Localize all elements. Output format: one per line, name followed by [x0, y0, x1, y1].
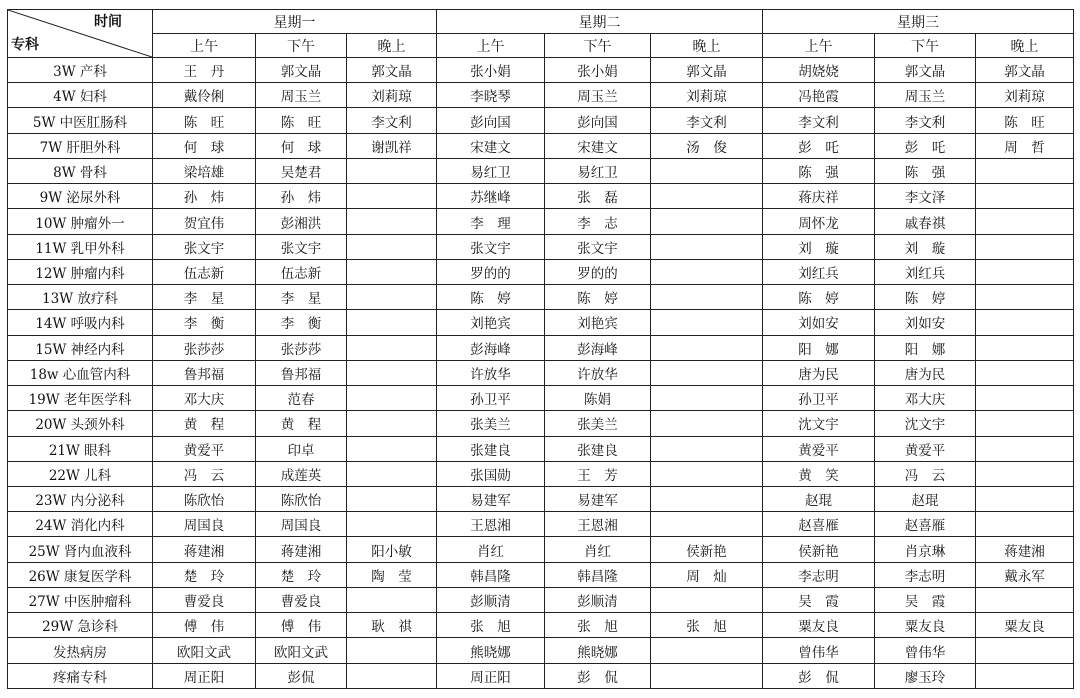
day-header-monday: 星期一	[153, 10, 437, 34]
doctor-cell	[347, 486, 437, 511]
doctor-cell: 蒋建湘	[153, 537, 256, 562]
doctor-cell	[976, 512, 1074, 537]
doctor-cell: 赵喜雁	[763, 512, 875, 537]
doctor-cell: 刘 璇	[875, 234, 976, 259]
doctor-cell: 张美兰	[437, 411, 545, 436]
doctor-cell: 罗的的	[545, 259, 651, 284]
doctor-cell: 王恩湘	[437, 512, 545, 537]
doctor-cell: 陈 婷	[545, 285, 651, 310]
doctor-cell: 王恩湘	[545, 512, 651, 537]
doctor-cell: 蒋建湘	[976, 537, 1074, 562]
doctor-cell: 陈 旺	[256, 108, 347, 133]
doctor-cell: 张建良	[545, 436, 651, 461]
doctor-cell: 粟友良	[976, 613, 1074, 638]
doctor-cell	[651, 386, 763, 411]
doctor-cell: 吴 霞	[763, 587, 875, 612]
doctor-cell: 陈 强	[875, 158, 976, 183]
table-row	[8, 259, 1074, 284]
doctor-cell: 粟友良	[763, 613, 875, 638]
doctor-cell: 周玉兰	[875, 83, 976, 108]
doctor-cell	[651, 285, 763, 310]
specialty-cell: 19W 老年医学科	[8, 386, 153, 411]
doctor-cell: 彭 吒	[875, 133, 976, 158]
doctor-cell: 沈文宇	[875, 411, 976, 436]
doctor-cell: 侯新艳	[651, 537, 763, 562]
doctor-cell	[347, 209, 437, 234]
specialty-cell: 疼痛专科	[8, 663, 153, 688]
doctor-cell: 赵喜雁	[875, 512, 976, 537]
doctor-cell	[976, 411, 1074, 436]
doctor-cell: 李 志	[545, 209, 651, 234]
doctor-cell: 阳 娜	[763, 335, 875, 360]
table-row	[8, 310, 1074, 335]
doctor-cell: 易建军	[437, 486, 545, 511]
doctor-cell: 彭 吒	[763, 133, 875, 158]
table-row	[8, 486, 1074, 511]
doctor-cell: 唐为民	[875, 360, 976, 385]
doctor-cell: 阳小敏	[347, 537, 437, 562]
doctor-cell	[347, 512, 437, 537]
doctor-cell: 戴伶俐	[153, 83, 256, 108]
specialty-cell: 20W 头颈外科	[8, 411, 153, 436]
doctor-cell: 李 衡	[153, 310, 256, 335]
doctor-cell	[976, 234, 1074, 259]
doctor-cell: 欧阳文武	[256, 638, 347, 663]
doctor-cell: 周怀龙	[763, 209, 875, 234]
doctor-cell	[976, 360, 1074, 385]
doctor-cell: 张莎莎	[153, 335, 256, 360]
doctor-cell: 李晓琴	[437, 83, 545, 108]
doctor-cell	[976, 158, 1074, 183]
doctor-cell: 楚 玲	[153, 562, 256, 587]
doctor-cell: 李文利	[347, 108, 437, 133]
specialty-cell: 11W 乳甲外科	[8, 234, 153, 259]
doctor-cell	[347, 638, 437, 663]
doctor-cell: 赵琨	[875, 486, 976, 511]
doctor-cell: 李 理	[437, 209, 545, 234]
doctor-cell: 李文泽	[875, 184, 976, 209]
doctor-cell	[651, 638, 763, 663]
specialty-cell: 10W 肿瘤外一	[8, 209, 153, 234]
doctor-cell: 陈 旺	[153, 108, 256, 133]
doctor-cell	[976, 638, 1074, 663]
doctor-cell: 廖玉玲	[875, 663, 976, 688]
doctor-cell	[651, 411, 763, 436]
doctor-cell: 吴 霞	[875, 587, 976, 612]
doctor-cell: 彭 侃	[545, 663, 651, 688]
doctor-cell: 刘莉琼	[347, 83, 437, 108]
doctor-cell: 刘莉琼	[976, 83, 1074, 108]
doctor-cell: 肖红	[437, 537, 545, 562]
doctor-cell: 易建军	[545, 486, 651, 511]
doctor-cell: 陈 婷	[437, 285, 545, 310]
doctor-cell	[347, 310, 437, 335]
specialty-cell: 12W 肿瘤内科	[8, 259, 153, 284]
doctor-cell: 邓大庆	[875, 386, 976, 411]
doctor-cell	[976, 436, 1074, 461]
doctor-cell: 鲁邦福	[153, 360, 256, 385]
duty-schedule-table	[7, 9, 1074, 689]
doctor-cell: 李 星	[256, 285, 347, 310]
doctor-cell: 谢凯祥	[347, 133, 437, 158]
doctor-cell	[651, 184, 763, 209]
doctor-cell	[347, 285, 437, 310]
doctor-cell: 唐为民	[763, 360, 875, 385]
doctor-cell: 彭 侃	[763, 663, 875, 688]
doctor-cell	[651, 587, 763, 612]
doctor-cell: 张小娟	[437, 58, 545, 83]
specialty-cell: 25W 肾内血液科	[8, 537, 153, 562]
doctor-cell: 郭文晶	[347, 58, 437, 83]
doctor-cell: 汤 俊	[651, 133, 763, 158]
doctor-cell: 周国良	[153, 512, 256, 537]
doctor-cell: 李志明	[875, 562, 976, 587]
doctor-cell: 孙卫平	[763, 386, 875, 411]
doctor-cell: 彭向国	[437, 108, 545, 133]
doctor-cell	[976, 386, 1074, 411]
doctor-cell: 许放华	[545, 360, 651, 385]
doctor-cell: 赵琨	[763, 486, 875, 511]
doctor-cell: 李志明	[763, 562, 875, 587]
doctor-cell	[976, 486, 1074, 511]
doctor-cell: 曹爱良	[153, 587, 256, 612]
table-row	[8, 411, 1074, 436]
doctor-cell: 肖京琳	[875, 537, 976, 562]
doctor-cell: 李文利	[651, 108, 763, 133]
doctor-cell	[651, 234, 763, 259]
doctor-cell: 彭顺清	[545, 587, 651, 612]
specialty-cell: 21W 眼科	[8, 436, 153, 461]
specialty-cell: 13W 放疗科	[8, 285, 153, 310]
doctor-cell: 张 旭	[437, 613, 545, 638]
doctor-cell: 刘艳宾	[437, 310, 545, 335]
doctor-cell: 蒋庆祥	[763, 184, 875, 209]
doctor-cell: 张莎莎	[256, 335, 347, 360]
doctor-cell: 曹爱良	[256, 587, 347, 612]
doctor-cell: 郭文晶	[651, 58, 763, 83]
doctor-cell: 鲁邦福	[256, 360, 347, 385]
doctor-cell	[651, 158, 763, 183]
specialty-cell: 23W 内分泌科	[8, 486, 153, 511]
doctor-cell: 孙 炜	[153, 184, 256, 209]
doctor-cell: 冯 云	[875, 461, 976, 486]
doctor-cell: 苏继峰	[437, 184, 545, 209]
doctor-cell: 欧阳文武	[153, 638, 256, 663]
doctor-cell: 孙卫平	[437, 386, 545, 411]
doctor-cell: 戴永军	[976, 562, 1074, 587]
doctor-cell: 黄 程	[153, 411, 256, 436]
table-row	[8, 613, 1074, 638]
doctor-cell: 陈娟	[545, 386, 651, 411]
doctor-cell: 胡娆娆	[763, 58, 875, 83]
doctor-cell: 伍志新	[256, 259, 347, 284]
doctor-cell: 刘莉琼	[651, 83, 763, 108]
doctor-cell: 郭文晶	[256, 58, 347, 83]
table-row	[8, 386, 1074, 411]
specialty-cell: 15W 神经内科	[8, 335, 153, 360]
doctor-cell: 周正阳	[153, 663, 256, 688]
doctor-cell: 范春	[256, 386, 347, 411]
doctor-cell: 李文利	[763, 108, 875, 133]
doctor-cell: 黄爱平	[153, 436, 256, 461]
doctor-cell: 曾伟华	[763, 638, 875, 663]
table-row	[8, 58, 1074, 83]
doctor-cell: 李 衡	[256, 310, 347, 335]
doctor-cell	[651, 310, 763, 335]
period-header-evening: 晚上	[976, 34, 1074, 58]
doctor-cell: 张小娟	[545, 58, 651, 83]
table-row	[8, 285, 1074, 310]
doctor-cell: 宋建文	[437, 133, 545, 158]
table-row	[8, 360, 1074, 385]
specialty-cell: 5W 中医肛肠科	[8, 108, 153, 133]
table-row	[8, 537, 1074, 562]
doctor-cell: 张文宇	[153, 234, 256, 259]
header-row-periods	[8, 34, 1074, 58]
doctor-cell	[651, 663, 763, 688]
doctor-cell: 许放华	[437, 360, 545, 385]
specialty-cell: 24W 消化内科	[8, 512, 153, 537]
table-row	[8, 638, 1074, 663]
doctor-cell	[651, 335, 763, 360]
doctor-cell: 傅 伟	[256, 613, 347, 638]
doctor-cell: 陈欣怡	[153, 486, 256, 511]
corner-label-time: 时间	[94, 14, 122, 30]
doctor-cell	[651, 436, 763, 461]
corner-header-cell	[8, 10, 153, 58]
doctor-cell	[976, 285, 1074, 310]
table-row	[8, 133, 1074, 158]
table-row	[8, 461, 1074, 486]
doctor-cell	[976, 663, 1074, 688]
doctor-cell: 耿 祺	[347, 613, 437, 638]
doctor-cell	[347, 436, 437, 461]
doctor-cell: 易红卫	[545, 158, 651, 183]
period-header-morning: 上午	[763, 34, 875, 58]
doctor-cell	[347, 335, 437, 360]
doctor-cell	[347, 360, 437, 385]
period-header-morning: 上午	[153, 34, 256, 58]
doctor-cell: 傅 伟	[153, 613, 256, 638]
table-row	[8, 184, 1074, 209]
doctor-cell: 周 哲	[976, 133, 1074, 158]
doctor-cell: 张 旭	[545, 613, 651, 638]
table-row	[8, 108, 1074, 133]
specialty-cell: 7W 肝胆外科	[8, 133, 153, 158]
doctor-cell: 侯新艳	[763, 537, 875, 562]
doctor-cell: 粟友良	[875, 613, 976, 638]
period-header-evening: 晚上	[651, 34, 763, 58]
doctor-cell: 郭文晶	[875, 58, 976, 83]
doctor-cell: 冯艳霞	[763, 83, 875, 108]
doctor-cell: 王 芳	[545, 461, 651, 486]
doctor-cell: 彭顺清	[437, 587, 545, 612]
day-header-wednesday: 星期三	[763, 10, 1074, 34]
doctor-cell	[976, 209, 1074, 234]
doctor-cell	[651, 209, 763, 234]
doctor-cell: 楚 玲	[256, 562, 347, 587]
doctor-cell: 刘艳宾	[545, 310, 651, 335]
doctor-cell: 王 丹	[153, 58, 256, 83]
period-header-morning: 上午	[437, 34, 545, 58]
header-row-days	[8, 10, 1074, 34]
doctor-cell: 黄 程	[256, 411, 347, 436]
specialty-cell: 14W 呼吸内科	[8, 310, 153, 335]
doctor-cell: 彭侃	[256, 663, 347, 688]
doctor-cell: 伍志新	[153, 259, 256, 284]
day-header-tuesday: 星期二	[437, 10, 763, 34]
doctor-cell	[347, 158, 437, 183]
doctor-cell	[651, 461, 763, 486]
doctor-cell: 刘 璇	[763, 234, 875, 259]
doctor-cell: 韩昌隆	[545, 562, 651, 587]
doctor-cell	[347, 259, 437, 284]
doctor-cell: 黄爱平	[763, 436, 875, 461]
doctor-cell: 张建良	[437, 436, 545, 461]
doctor-cell	[976, 335, 1074, 360]
doctor-cell	[651, 360, 763, 385]
doctor-cell: 何 球	[256, 133, 347, 158]
doctor-cell: 梁培雄	[153, 158, 256, 183]
doctor-cell: 陈 婷	[763, 285, 875, 310]
table-row	[8, 209, 1074, 234]
specialty-cell: 18w 心血管内科	[8, 360, 153, 385]
specialty-cell: 发热病房	[8, 638, 153, 663]
doctor-cell: 张文宇	[256, 234, 347, 259]
doctor-cell: 熊晓娜	[545, 638, 651, 663]
schedule-body	[8, 58, 1074, 689]
doctor-cell: 熊晓娜	[437, 638, 545, 663]
doctor-cell: 周国良	[256, 512, 347, 537]
doctor-cell: 李文利	[875, 108, 976, 133]
doctor-cell: 周玉兰	[256, 83, 347, 108]
doctor-cell: 蒋建湘	[256, 537, 347, 562]
doctor-cell: 彭向国	[545, 108, 651, 133]
doctor-cell	[651, 512, 763, 537]
specialty-cell: 22W 儿科	[8, 461, 153, 486]
doctor-cell: 成莲英	[256, 461, 347, 486]
doctor-cell: 曾伟华	[875, 638, 976, 663]
doctor-cell: 张国勋	[437, 461, 545, 486]
period-header-afternoon: 下午	[875, 34, 976, 58]
doctor-cell: 韩昌隆	[437, 562, 545, 587]
table-row	[8, 587, 1074, 612]
specialty-cell: 29W 急诊科	[8, 613, 153, 638]
doctor-cell	[976, 587, 1074, 612]
doctor-cell	[976, 184, 1074, 209]
doctor-cell: 黄 笑	[763, 461, 875, 486]
table-row	[8, 436, 1074, 461]
doctor-cell: 沈文宇	[763, 411, 875, 436]
doctor-cell: 冯 云	[153, 461, 256, 486]
doctor-cell: 张文宇	[545, 234, 651, 259]
doctor-cell	[651, 259, 763, 284]
doctor-cell	[347, 587, 437, 612]
doctor-cell	[347, 411, 437, 436]
table-row	[8, 663, 1074, 688]
doctor-cell: 刘如安	[763, 310, 875, 335]
doctor-cell: 黄爱平	[875, 436, 976, 461]
doctor-cell	[347, 461, 437, 486]
corner-label-specialty: 专科	[11, 37, 39, 53]
period-header-afternoon: 下午	[545, 34, 651, 58]
doctor-cell: 易红卫	[437, 158, 545, 183]
doctor-cell: 罗的的	[437, 259, 545, 284]
doctor-cell: 郭文晶	[976, 58, 1074, 83]
doctor-cell: 刘红兵	[875, 259, 976, 284]
doctor-cell	[347, 663, 437, 688]
table-row	[8, 562, 1074, 587]
doctor-cell: 周玉兰	[545, 83, 651, 108]
doctor-cell: 吴楚君	[256, 158, 347, 183]
period-header-evening: 晚上	[347, 34, 437, 58]
specialty-cell: 26W 康复医学科	[8, 562, 153, 587]
doctor-cell: 孙 炜	[256, 184, 347, 209]
specialty-cell: 4W 妇科	[8, 83, 153, 108]
doctor-cell: 周正阳	[437, 663, 545, 688]
table-row	[8, 158, 1074, 183]
doctor-cell: 贺宜伟	[153, 209, 256, 234]
specialty-cell: 8W 骨科	[8, 158, 153, 183]
doctor-cell: 何 球	[153, 133, 256, 158]
doctor-cell	[347, 386, 437, 411]
doctor-cell: 彭海峰	[437, 335, 545, 360]
doctor-cell	[976, 461, 1074, 486]
doctor-cell: 周 灿	[651, 562, 763, 587]
table-row	[8, 512, 1074, 537]
doctor-cell: 张文宇	[437, 234, 545, 259]
doctor-cell: 陈 婷	[875, 285, 976, 310]
doctor-cell: 陈 强	[763, 158, 875, 183]
doctor-cell: 刘红兵	[763, 259, 875, 284]
doctor-cell: 阳 娜	[875, 335, 976, 360]
doctor-cell	[976, 310, 1074, 335]
table-row	[8, 83, 1074, 108]
doctor-cell: 宋建文	[545, 133, 651, 158]
specialty-cell: 9W 泌尿外科	[8, 184, 153, 209]
doctor-cell: 刘如安	[875, 310, 976, 335]
doctor-cell: 戚春祺	[875, 209, 976, 234]
doctor-cell: 陈 旺	[976, 108, 1074, 133]
table-row	[8, 335, 1074, 360]
period-header-afternoon: 下午	[256, 34, 347, 58]
doctor-cell	[651, 486, 763, 511]
doctor-cell: 彭海峰	[545, 335, 651, 360]
table-row	[8, 234, 1074, 259]
doctor-cell: 陈欣怡	[256, 486, 347, 511]
doctor-cell: 张美兰	[545, 411, 651, 436]
doctor-cell: 张 磊	[545, 184, 651, 209]
doctor-cell: 彭湘洪	[256, 209, 347, 234]
doctor-cell: 肖红	[545, 537, 651, 562]
doctor-cell	[976, 259, 1074, 284]
doctor-cell: 邓大庆	[153, 386, 256, 411]
specialty-cell: 27W 中医肿瘤科	[8, 587, 153, 612]
specialty-cell: 3W 产科	[8, 58, 153, 83]
doctor-cell: 李 星	[153, 285, 256, 310]
doctor-cell	[347, 184, 437, 209]
doctor-cell: 印卓	[256, 436, 347, 461]
doctor-cell: 张 旭	[651, 613, 763, 638]
doctor-cell	[347, 234, 437, 259]
doctor-cell: 陶 莹	[347, 562, 437, 587]
